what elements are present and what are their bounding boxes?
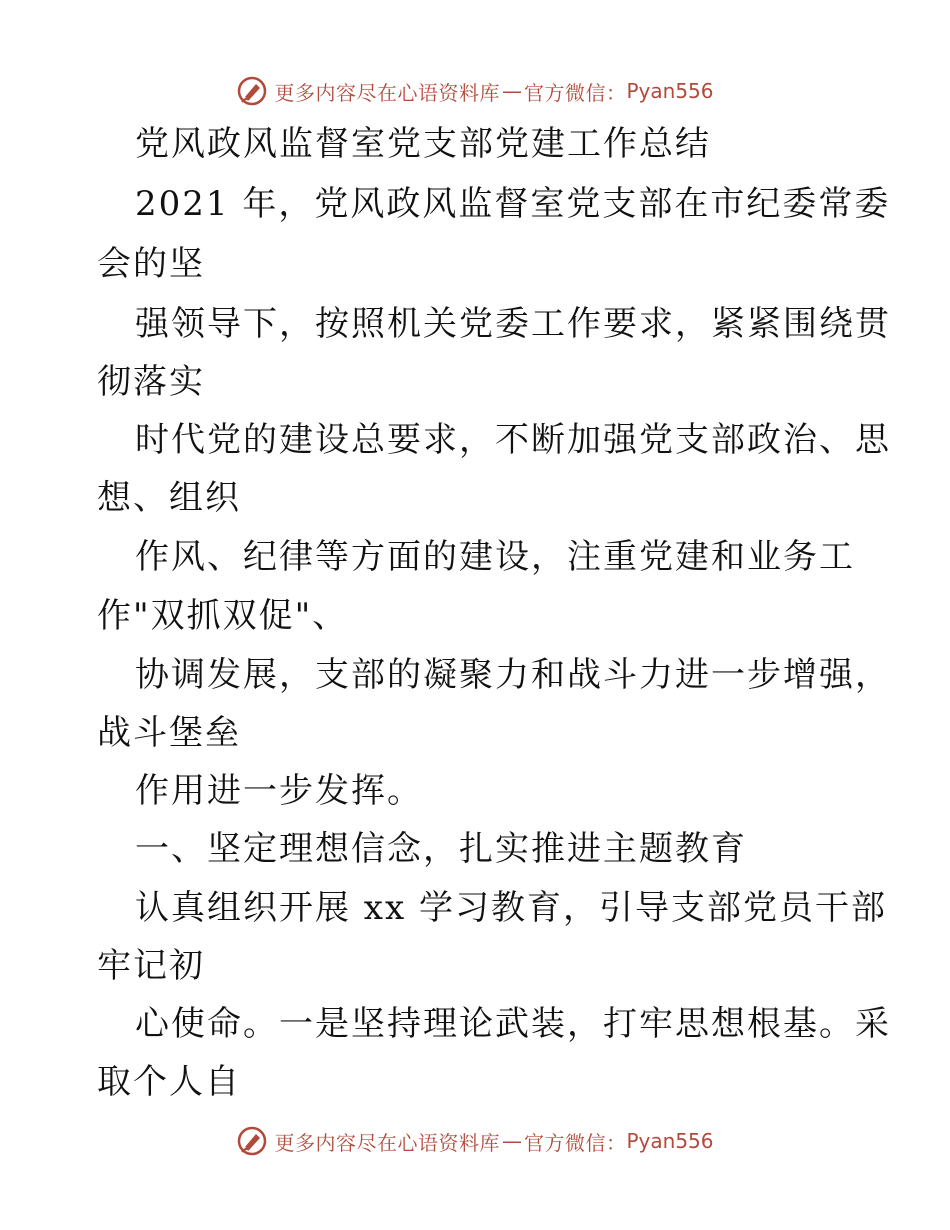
paragraph-line: 强领导下，按照机关党委工作要求，紧紧围绕贯 <box>135 304 891 344</box>
paragraph-line: 想、组织 <box>97 478 241 518</box>
pen-seal-logo-icon <box>236 75 268 107</box>
watermark-account: Pyan556 <box>626 79 714 103</box>
watermark-separator: — <box>501 1129 522 1153</box>
watermark-label: 官方微信： <box>523 1130 627 1155</box>
paragraph-line: 时代党的建设总要求，不断加强党支部政治、思 <box>135 420 891 460</box>
paragraph-line: 取个人自 <box>97 1062 241 1102</box>
footer-watermark-banner <box>0 1121 950 1161</box>
paragraph-line: 认真组织开展 xx 学习教育，引导支部党员干部 <box>135 888 887 928</box>
paragraph-line: 协调发展，支部的凝聚力和战斗力进一步增强， <box>135 655 891 695</box>
paragraph-line: 牢记初 <box>97 946 205 986</box>
paragraph-line: 彻落实 <box>97 362 205 402</box>
watermark-account: Pyan556 <box>626 1129 714 1153</box>
paragraph-line: 作用进一步发挥。 <box>135 771 423 811</box>
pen-seal-logo-icon <box>236 1125 268 1157</box>
watermark-text: 更多内容尽在心语资料库 <box>274 1130 500 1155</box>
paragraph-line: 战斗堡垒 <box>97 713 241 753</box>
watermark-separator: — <box>501 79 522 103</box>
paragraph-line: 作风、纪律等方面的建设，注重党建和业务工 <box>135 537 855 577</box>
section-heading: 一、坚定理想信念，扎实推进主题教育 <box>135 829 747 869</box>
paragraph-line: 2021 年，党风政风监督室党支部在市纪委常委 <box>135 184 891 224</box>
watermark-label: 官方微信： <box>523 80 627 105</box>
paragraph-line: 作"双抓双促"、 <box>97 596 349 636</box>
document-title: 党风政风监督室党支部党建工作总结 <box>135 124 711 164</box>
paragraph-line: 会的坚 <box>97 244 205 284</box>
watermark-text: 更多内容尽在心语资料库 <box>274 80 500 105</box>
header-watermark-banner <box>0 71 950 111</box>
paragraph-line: 心使命。一是坚持理论武装，打牢思想根基。采 <box>135 1004 891 1044</box>
